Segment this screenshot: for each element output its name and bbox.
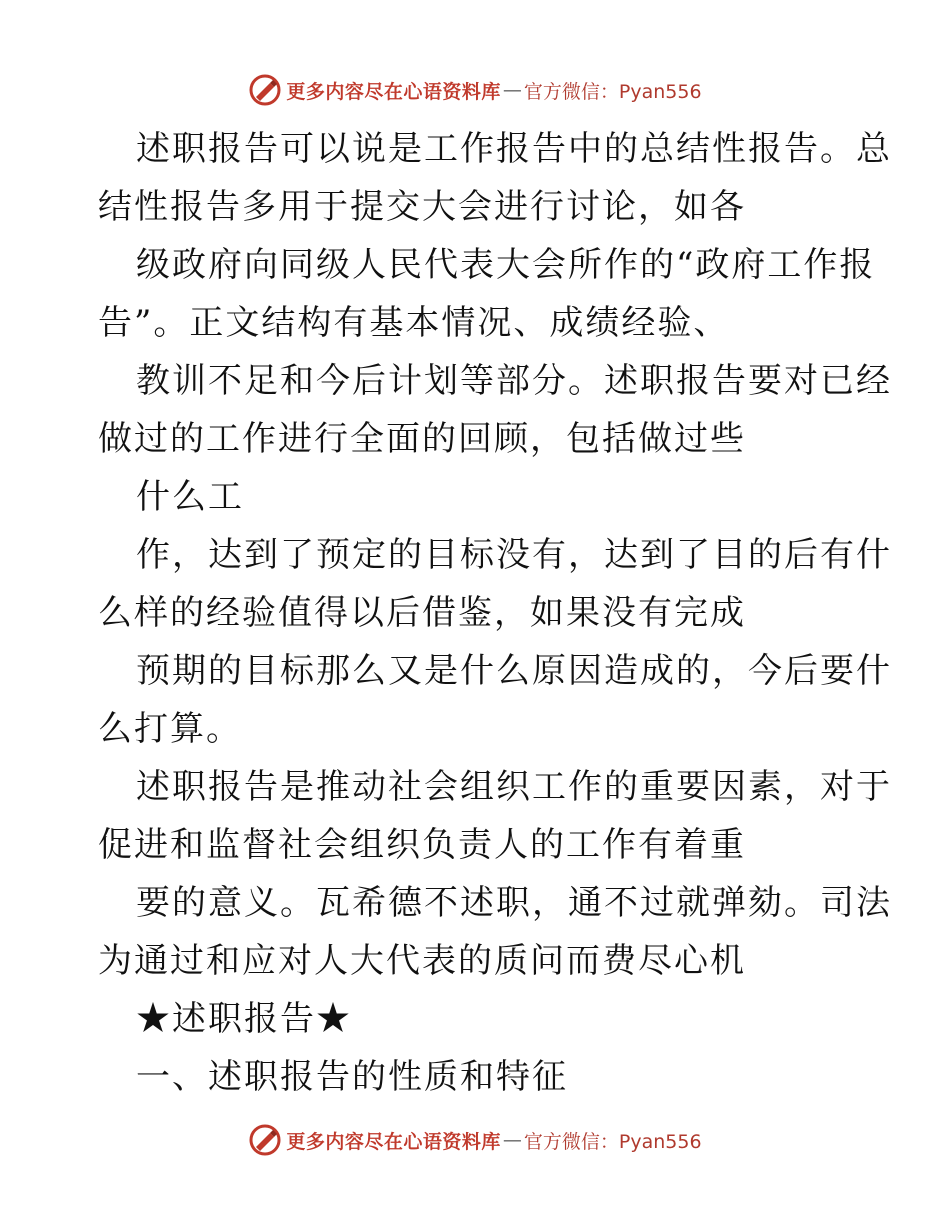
footer-banner (0, 1120, 950, 1160)
section-heading: ★述职报告★ (136, 999, 352, 1039)
document-body (98, 120, 892, 1106)
paragraph-line: 为通过和应对人大代表的质问而费尽心机 (98, 941, 746, 981)
paragraph-line: 么样的经验值得以后借鉴，如果没有完成 (98, 593, 746, 633)
header-banner (0, 70, 950, 110)
paragraph-line: 促进和监督社会组织负责人的工作有着重 (98, 825, 746, 865)
banner-wechat-text: 官方微信：Pyan556 (523, 80, 702, 103)
banner-wechat-text: 官方微信：Pyan556 (523, 1130, 702, 1153)
paragraph-line: 告”。正文结构有基本情况、成绩经验、 (98, 303, 730, 343)
paragraph-line: 结性报告多用于提交大会进行讨论，如各 (98, 187, 746, 227)
paragraph-line: 作，达到了预定的目标没有，达到了目的后有什 (136, 535, 892, 575)
pen-logo-icon (248, 1123, 282, 1157)
paragraph-line: 么打算。 (98, 709, 242, 749)
paragraph-line: 预期的目标那么又是什么原因造成的，今后要什 (136, 651, 892, 691)
paragraph-line: 教训不足和今后计划等部分。述职报告要对已经 (136, 361, 892, 401)
banner-separator: — (502, 79, 522, 101)
subsection-heading: 一、述职报告的性质和特征 (136, 1057, 568, 1097)
banner-separator: — (502, 1129, 522, 1151)
paragraph-line: 述职报告是推动社会组织工作的重要因素，对于 (136, 767, 892, 807)
paragraph-line: 做过的工作进行全面的回顾，包括做过些 (98, 419, 746, 459)
paragraph-line: 级政府向同级人民代表大会所作的“政府工作报 (136, 245, 876, 285)
pen-logo-icon (248, 73, 282, 107)
banner-main-text: 更多内容尽在心语资料库 (286, 80, 501, 103)
paragraph-line: 什么工 (136, 477, 244, 517)
paragraph-line: 要的意义。瓦希德不述职，通不过就弹劾。司法 (136, 883, 892, 923)
paragraph-line: 述职报告可以说是工作报告中的总结性报告。总 (136, 129, 892, 169)
banner-main-text: 更多内容尽在心语资料库 (286, 1130, 501, 1153)
